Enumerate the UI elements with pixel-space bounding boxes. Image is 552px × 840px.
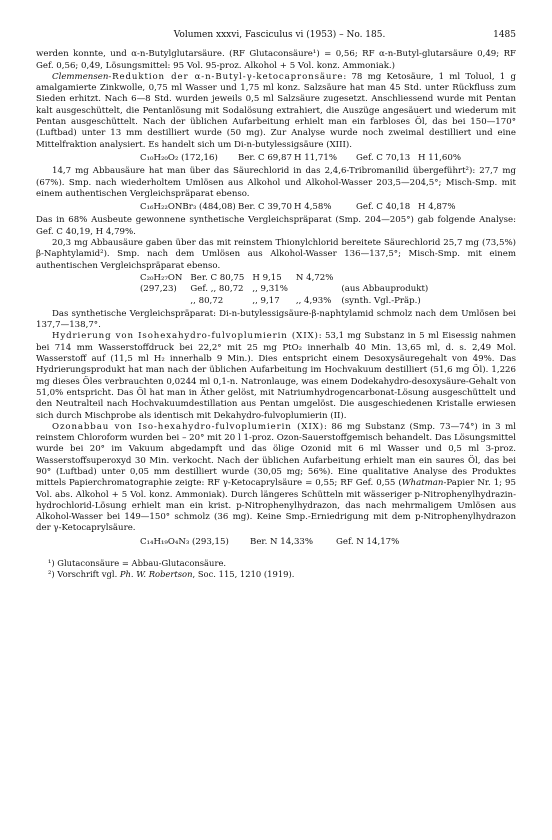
table-cell: (aus Abbauprodukt) — [341, 284, 429, 295]
section-heading: Ozonabbau von Iso-hexahydro-fulvoplumierin (XIX) — [52, 421, 324, 432]
paragraph-text-cont: -Papier Nr. 1; 95 Vol. abs. Alkohol + 5 Vol. konz. Ammoniak). Durch längeres Schütteln mit wässeriger p-Nitrophenylhydrazin-hydrochlorid-Lösung erhielt man ein krist. p-Nitrophenylhydrazon, das nach mehrmaligem Umlösen aus Alkohol-Wasser bei 149—150° schmolz (36 mg). Keine Smp.-Erniedrigung mit dem p-Nitrophenylhydrazon der γ-Ketocaprylsäure. — [36, 478, 516, 534]
footnote-citation: , Soc. 115, 1210 (1919). — [192, 569, 295, 580]
table-cell: ,, 80,72 — [190, 295, 224, 306]
footnote-author: Ph. W. Robertson — [119, 569, 193, 580]
table-cell: H 9,15 — [252, 272, 282, 283]
table-cell — [341, 273, 436, 284]
table-row — [140, 284, 436, 295]
calc-c: Ber. C 69,87 — [238, 152, 292, 163]
table-cell: ,, 4,93% — [295, 295, 332, 306]
footnote-1: ¹) Glutaconsäure = Abbau-Glutaconsäure. — [48, 558, 227, 569]
section-heading: Hydrierung von Isohexahydro-fulvoplumierin (XIX) — [52, 331, 319, 342]
found-c: Gef. C 40,18 — [356, 202, 411, 213]
table-row — [140, 296, 436, 307]
paragraph-text: : 78 mg Ketosäure, 1 ml Toluol, 1 g amalgamierte Zinkwolle, 0,75 ml Wasser und 1,75 ml konz. Salzsäure hat man 45 Std. unter Rückfluss zum Sieden erhitzt. Nach 6—8 Std. wurden jeweils 0,5 ml Salzsäure zugesetzt. Anschliessend wurde mit Pentan kalt ausgeschüttelt, die Pentanlösung mit Sodalösung extrahiert, die Auszüge angesäuert und wiederum mit Pentan ausgeschüttelt. Nach der üblichen Aufarbeitung erhielt man ein farbloses Öl, das bei 150—170° (Luftbad) unter 13 mm destilliert wurde (50 mg). Zur Analyse wurde noch zweimal destilliert und eine Mittelfraktion analysiert. Es handelt sich um Di-n-butylessigsäure (XIII). — [36, 71, 516, 150]
calc-c: Ber. C 39,70 — [238, 202, 292, 213]
paragraph-yield: Das in 68% Ausbeute gewonnene synthetische Vergleichspräparat (Smp. 204—205°) gab folgende Analyse: Gef. C 40,19, H 4,79%. — [36, 215, 516, 237]
analysis-formula-2 — [140, 202, 516, 213]
calc-h: H 4,58% — [294, 202, 332, 213]
table-cell: (297,23) — [140, 284, 177, 295]
formula: C₁₄H₁₉O₄N₃ (293,15) — [140, 536, 229, 547]
table-cell — [140, 296, 190, 307]
found-n: Gef. N 14,17% — [336, 536, 400, 547]
table-cell: Gef. ,, 80,72 — [190, 284, 244, 295]
whatman-name: Whatman — [401, 478, 444, 489]
table-cell: C₂₀H₂₇ON — [140, 272, 183, 283]
paragraph-tribromanilide: 14,7 mg Abbausäure hat man über das Säurechlorid in das 2,4,6-Tribromanilid übergeführt²): 27,7 mg (67%). Smp. nach wiederholtem Umlösen aus Alkohol und Alkohol-Wasser 203,5—204,5°; Misch-Smp. mit einem authentischen Vergleichspräparat ebenso. — [36, 166, 516, 199]
calc-h: H 11,71% — [294, 152, 337, 163]
table-cell — [296, 284, 342, 295]
paragraph-text: : 86 mg Substanz (Smp. 73—74°) in 3 ml reinstem Chloroform wurden bei – 20° mit 20 l 1-proz. Ozon-Sauerstoffgemisch behandelt. Das Lösungsmittel wurde bei 20° im Vakuum abgedampft und das ölige Ozonid mit 6 ml Wasser und 0,5 ml 3-proz. Wasserstoffsuperoxyd 30 Min. verkocht. Nach der üblichen Aufarbeitung erhielt man ein saures Öl, das bei 90° (Luftbad) unter 0,05 mm destilliert wurde (30,05 mg; 56%). Eine qualitative Analyse des Produktes mittels Papierchromatographie zeigte: RF γ-Ketocaprylsäure = 0,55; RF Gef. 0,55 ( — [36, 421, 516, 489]
table-cell: (synth. Vgl.-Präp.) — [341, 295, 421, 306]
table-cell: ,, 9,17 — [252, 295, 280, 306]
paragraph-hydrogenation — [36, 331, 516, 421]
footnotes — [36, 558, 516, 581]
calc-n: Ber. N 14,33% — [250, 536, 314, 547]
analysis-table-3 — [140, 273, 436, 307]
running-head — [36, 30, 516, 41]
table-cell: ,, 9,31% — [252, 284, 288, 295]
table-row — [140, 273, 436, 284]
page-number: 1485 — [493, 30, 516, 40]
paragraph-text: : 53,1 mg Substanz in 5 ml Eisessig nahmen bei 714 mm Wasserstoffdruck bei 22,2° mit 25 mg PtO₂ innerhalb 40 Min. 13,65 ml, d. s. 2,49 Mol. Wasserstoff auf (11,5 ml H₂ innerhalb 9 Min.). Dies entspricht einem Desoxysäuregehalt von 49%. Das Hydrierungsprodukt hat man nach der üblichen Aufarbeitung im Hochvakuum destilliert (51,6 mg Öl). 1,226 mg dieses Öles verbrauchten 0,0244 ml 0,1-n. Natronlauge, was einem Dodekahydro-desoxysäure-Gehalt von 51,0% entspricht. Das Öl hat man in Äther gelöst, mit Natriumhydrogencarbonat-Lösung ausgeschüttelt und den Neutralteil nach Hochvakuumdestillation aus Pentan umgelöst. Die ausgeschiedenen Kristalle erwiesen sich durch Mischprobe als identisch mit Dekahydro-fulvoplumierin (II). — [36, 331, 516, 421]
paragraph-ozonolysis — [36, 422, 516, 535]
paragraph-clemmensen — [36, 72, 516, 151]
author-name: Clemmensen — [52, 71, 109, 82]
footnote-text: ²) Vorschrift vgl. — [48, 569, 120, 580]
analysis-formula-1 — [140, 153, 516, 164]
journal-header: Volumen xxxvi, Fasciculus vi (1953) – No. 185. — [173, 30, 386, 40]
formula: C₁₆H₂₂ONBr₃ (484,08) — [140, 202, 236, 213]
paragraph-naphtylamide: 20,3 mg Abbausäure gaben über das mit reinstem Thionylchlorid bereitete Säurechlorid 25,7 mg (73,5%) β-Naphtylamid²). Smp. nach dem Umlösen aus Alkohol-Wasser 136—137,5°; Misch-Smp. mit einem authentischen Vergleichspräparat ebenso. — [36, 238, 516, 271]
found-h: H 4,87% — [418, 202, 456, 213]
paragraph-comparison: Das synthetische Vergleichspräparat: Di-n-butylessigsäure-β-naphtylamid schmolz nach dem Umlösen bei 137,7—138,7°. — [36, 308, 516, 331]
analysis-formula-4 — [140, 537, 516, 548]
paragraph-intro: werden konnte, und α-n-Butylglutarsäure. (RF Glutaconsäure¹) = 0,56; RF α-n-Butyl-glutarsäure 0,49; RF Gef. 0,56; 0,49, Lösungsmittel: 95 Vol. 95-proz. Alkohol + 5 Vol. konz. Ammoniak.) — [36, 49, 516, 71]
table-cell: Ber. C 80,75 — [190, 272, 245, 283]
found-c: Gef. C 70,13 — [356, 152, 411, 163]
section-heading: -Reduktion der α-n-Butyl-γ-ketocapronsäure — [108, 71, 344, 82]
table-cell: N 4,72% — [295, 272, 334, 283]
found-h: H 11,60% — [418, 152, 461, 163]
footnote-2 — [48, 569, 516, 580]
formula: C₁₀H₂₀O₂ (172,16) — [140, 152, 218, 163]
